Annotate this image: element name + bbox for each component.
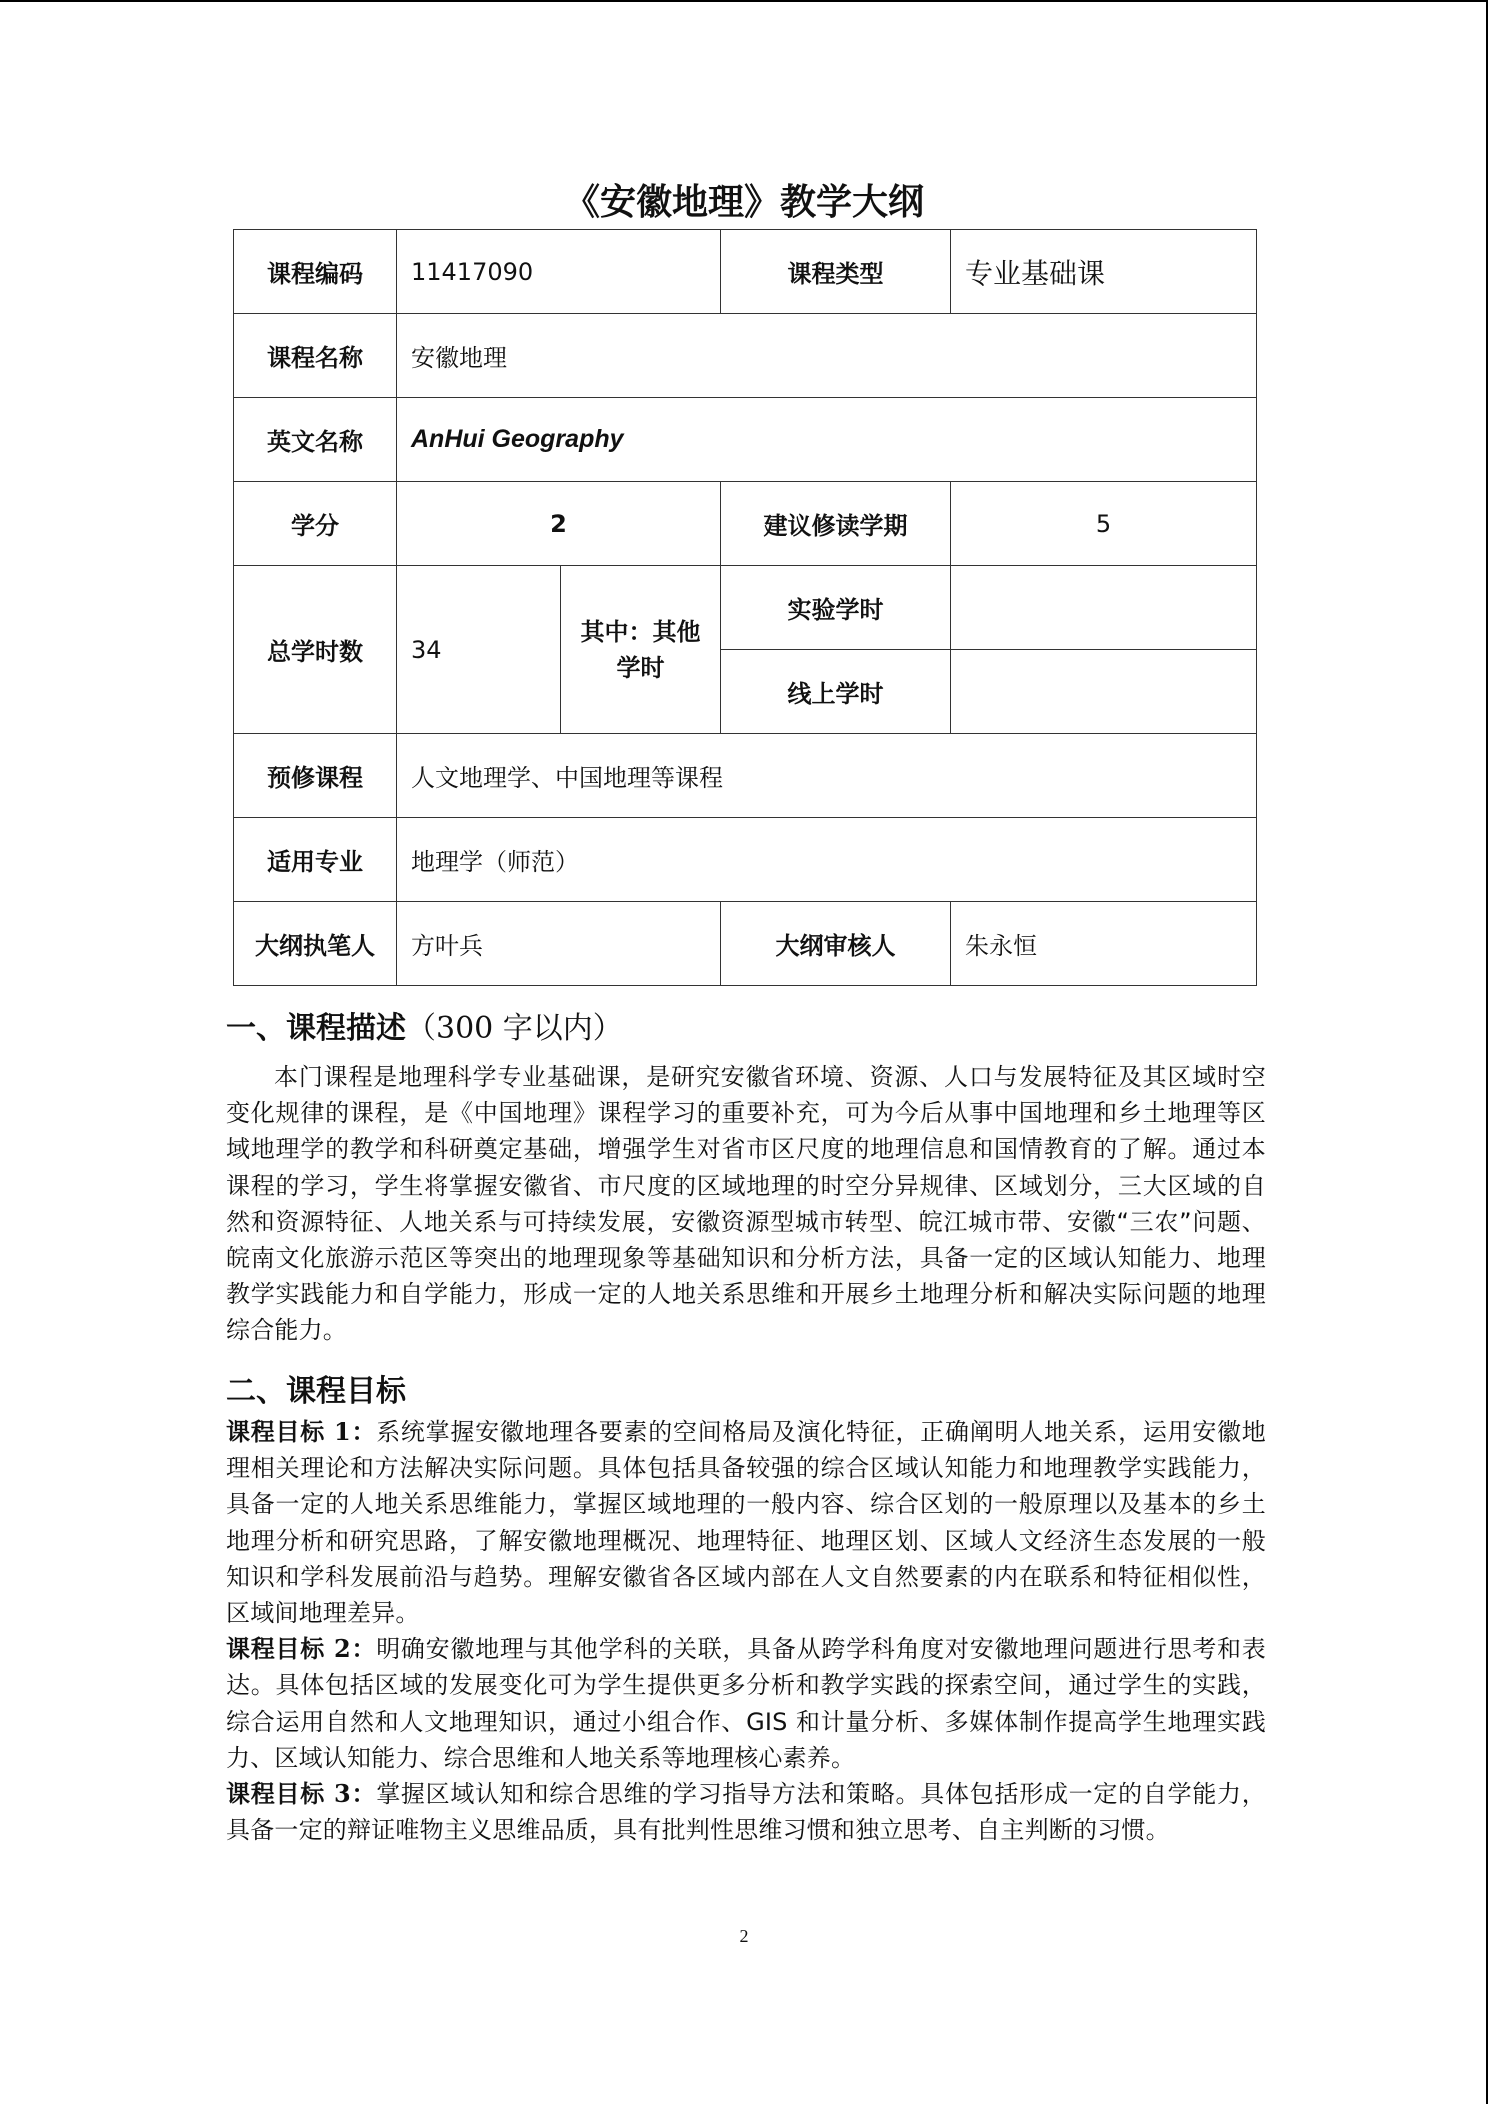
course-name-value: 安徽地理 [397,314,1257,398]
goal-label: 课程目标 2： [226,1634,377,1664]
table-row [234,734,1257,818]
course-name-label: 课程名称 [234,314,397,398]
goal-text: 明确安徽地理与其他学科的关联，具备从跨学科角度对安徽地理问题进行思考和表达。具体包括区域的发展变化可为学生提供更多分析和教学实践的探索空间，通过学生的实践，综合运用自然和人文地理知识，通过小组合作、GIS 和计量分析、多媒体制作提高学生地理实践力、区域认知能力、综合思维和人地关系等地理核心素养。 [226,1635,1266,1772]
author-label: 大纲执笔人 [234,902,397,986]
credit-value: 2 [397,482,721,566]
author-value: 方叶兵 [397,902,721,986]
document-title: 《安徽地理》教学大纲 [563,182,924,223]
credit-label: 学分 [234,482,397,566]
course-description-body: 本门课程是地理科学专业基础课，是研究安徽省环境、资源、人口与发展特征及其区域时空变化规律的课程，是《中国地理》课程学习的重要补充，可为今后从事中国地理和乡土地理等区域地理学的教学和科研奠定基础，增强学生对省市区尺度的地理信息和国情教育的了解。通过本课程的学习，学生将掌握安徽省、市尺度的区域地理的时空分异规律、区域划分，三大区域的自然和资源特征、人地关系与可持续发展，安徽资源型城市转型、皖江城市带、安徽“三农”问题、皖南文化旅游示范区等突出的地理现象等基础知识和分析方法，具备一定的区域认知能力、地理教学实践能力和自学能力，形成一定的人地关系思维和开展乡土地理分析和解决实际问题的地理综合能力。 [226,1063,1266,1345]
goal-label: 课程目标 1： [226,1417,377,1446]
prereq-value: 人文地理学、中国地理等课程 [397,734,1257,818]
page-number: 2 [739,1926,749,1946]
semester-value: 5 [951,482,1257,566]
course-type-value: 专业基础课 [951,230,1257,314]
course-goal-2 [226,1631,1266,1776]
goal-text: 系统掌握安徽地理各要素的空间格局及演化特征，正确阐明人地关系，运用安徽地理相关理论和方法解决实际问题。具体包括具备较强的综合区域认知能力和地理教学实践能力，具备一定的人地关系思维能力，掌握区域地理的一般内容、综合区划的一般原理以及基本的乡土地理分析和研究思路，了解安徽地理概况、地理特征、地理区划、区域人文经济生态发展的一般知识和学科发展前沿与趋势。理解安徽省各区域内部在人文自然要素的内在联系和特征相似性，区域间地理差异。 [226,1418,1266,1628]
course-goal-1 [226,1414,1266,1631]
section-course-goals [226,1372,1266,1848]
course-type-label: 课程类型 [721,230,951,314]
course-code-value: 11417090 [397,230,721,314]
major-label: 适用专业 [234,818,397,902]
lab-hours-value [951,566,1257,650]
lab-hours-label: 实验学时 [721,566,951,650]
major-value: 地理学（师范） [397,818,1257,902]
total-hours-value: 34 [397,566,561,734]
prereq-label: 预修课程 [234,734,397,818]
semester-label: 建议修读学期 [721,482,951,566]
english-name-label: 英文名称 [234,398,397,482]
table-row [234,482,1257,566]
goal-label: 课程目标 3： [226,1779,377,1809]
page-border-top [0,0,1488,2]
total-hours-label: 总学时数 [234,566,397,734]
table-row [234,230,1257,314]
reviewer-label: 大纲审核人 [721,902,951,986]
table-row [234,818,1257,902]
section-course-description [226,1009,1266,1349]
section-heading: 二、课程目标 [226,1374,406,1409]
section-heading-note: （300 字以内） [406,1011,623,1046]
section-heading [226,1009,1266,1049]
other-hours-label: 其中：其他学时 [561,566,721,734]
online-hours-value [951,650,1257,734]
table-row [234,902,1257,986]
section-heading-text: 一、课程描述 [226,1011,406,1046]
online-hours-label: 线上学时 [721,650,951,734]
goal-text: 掌握区域认知和综合思维的学习指导方法和策略。具体包括形成一定的自学能力，具备一定的辩证唯物主义思维品质，具有批判性思维习惯和独立思考、自主判断的习惯。 [226,1780,1266,1845]
course-info-table [233,229,1257,986]
reviewer-value: 朱永恒 [951,902,1257,986]
course-goal-3 [226,1776,1266,1848]
table-row [234,566,1257,650]
table-row [234,314,1257,398]
table-row [234,398,1257,482]
course-code-label: 课程编码 [234,230,397,314]
english-name-value: AnHui Geography [397,398,1257,482]
